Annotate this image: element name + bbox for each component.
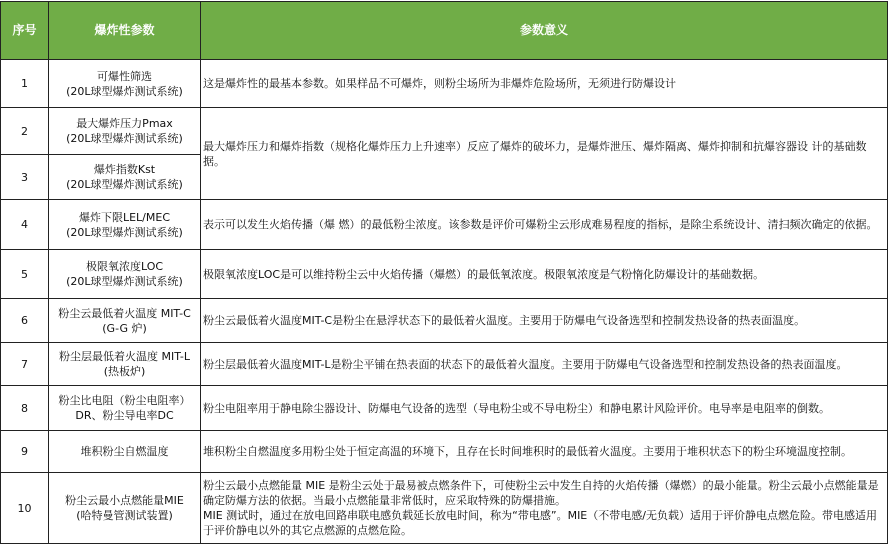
table-row [1, 108, 888, 155]
param-name: 爆炸指数Kst [93, 163, 156, 176]
explosion-parameters-table [0, 1, 888, 544]
param-name: 爆炸下限LEL/MEC [78, 210, 171, 224]
header-meaning: 参数意义 [201, 2, 888, 60]
row-param [49, 386, 201, 431]
row-meaning: 粉尘电阻率用于静电除尘器设计、防爆电气设备的选型（导电粉尘或不导电粉尘）和静电累计风险评价。电导率是电阻率的倒数。 [201, 386, 888, 431]
row-index: 2 [1, 108, 49, 155]
table-row [1, 473, 888, 544]
row-meaning: 粉尘层最低着火温度MIT-L是粉尘平铺在热表面的状态下的最低着火温度。主要用于防爆电气设备选型和控制发热设备的热表面温度。 [201, 343, 888, 386]
row-meaning: 粉尘云最小点燃能量 MIE 是粉尘云处于最易被点燃条件下，可使粉尘云中发生自持的火焰传播（爆燃）的最小能量。粉尘云最小点燃能量是确定防爆方法的依据。当最小点燃能量非常低时，应采取特殊的防爆措施。 MIE 测试时，通过在放电回路串联电感负载延长放电时间，称为“带电感”。MIE（不带电感/无负载）适用于评价静电点燃危险。带电感适用于评价静电以外的其它点燃源的点燃危险。 [201, 473, 888, 544]
row-meaning: 表示可以发生火焰传播（爆 燃）的最低粉尘浓度。该参数是评价可爆粉尘云形成难易程度的指标，是除尘系统设计、清扫频次确定的依据。 [201, 200, 888, 250]
row-index: 1 [1, 60, 49, 108]
param-name: 堆积粉尘自燃温度 [80, 445, 169, 458]
header-index: 序号 [1, 2, 49, 60]
param-sub: (20L球型爆炸测试系统) [66, 132, 183, 145]
table-row [1, 60, 888, 108]
row-meaning: 极限氧浓度LOC是可以维持粉尘云中火焰传播（爆燃）的最低氧浓度。极限氧浓度是气粉惰化防爆设计的基础数据。 [201, 250, 888, 299]
row-param [49, 60, 201, 108]
row-index: 8 [1, 386, 49, 431]
param-name: 粉尘云最小点燃能量MIE [65, 494, 184, 507]
row-meaning: 这是爆炸性的最基本参数。如果样品不可爆炸，则粉尘场所为非爆炸危险场所，无须进行防爆设计 [201, 60, 888, 108]
row-index: 3 [1, 155, 49, 200]
row-param [49, 250, 201, 299]
table-row [1, 250, 888, 299]
param-name: 粉尘层最低着火温度 MIT-L [58, 350, 191, 363]
row-param [49, 155, 201, 200]
row-param [49, 473, 201, 544]
param-name: 可爆性筛选 [97, 69, 152, 83]
table-row [1, 431, 888, 473]
param-sub: (20L球型爆炸测试系统) [66, 178, 183, 191]
table-row [1, 299, 888, 343]
row-param [49, 431, 201, 473]
param-sub: (哈特曼管测试装置) [76, 509, 173, 522]
param-sub: (热板炉) [103, 365, 146, 378]
table-row [1, 343, 888, 386]
row-index: 4 [1, 200, 49, 250]
param-name: 粉尘云最低着火温度 MIT-C [58, 306, 191, 320]
param-sub: DR、粉尘导电率DC [75, 409, 174, 422]
param-sub: (20L球型爆炸测试系统) [66, 225, 183, 239]
param-sub: (20L球型爆炸测试系统) [66, 84, 183, 98]
row-meaning: 粉尘云最低着火温度MIT-C是粉尘在悬浮状态下的最低着火温度。主要用于防爆电气设备选型和控制发热设备的热表面温度。 [201, 299, 888, 343]
table-row [1, 200, 888, 250]
row-param [49, 343, 201, 386]
param-name: 粉尘比电阻（粉尘电阻率） [58, 394, 191, 407]
row-meaning: 最大爆炸压力和爆炸指数（规格化爆炸压力上升速率）反应了爆炸的破坏力，是爆炸泄压、爆炸隔离、爆炸抑制和抗爆容器设 计的基础数据。 [201, 108, 888, 200]
row-index: 7 [1, 343, 49, 386]
table-row [1, 386, 888, 431]
param-name: 最大爆炸压力Pmax [76, 117, 173, 130]
row-param [49, 200, 201, 250]
row-index: 9 [1, 431, 49, 473]
param-sub: (G-G 炉) [102, 321, 147, 335]
row-param [49, 108, 201, 155]
row-index: 5 [1, 250, 49, 299]
row-index: 10 [1, 473, 49, 544]
param-sub: (20L球型爆炸测试系统) [66, 275, 183, 288]
row-meaning: 堆积粉尘自燃温度多用粉尘处于恒定高温的环境下，且存在长时间堆积时的最低着火温度。主要用于堆积状态下的粉尘环境温度控制。 [201, 431, 888, 473]
param-name: 极限氧浓度LOC [85, 260, 164, 273]
row-param [49, 299, 201, 343]
table-header-row [1, 2, 888, 60]
row-index: 6 [1, 299, 49, 343]
header-param: 爆炸性参数 [49, 2, 201, 60]
